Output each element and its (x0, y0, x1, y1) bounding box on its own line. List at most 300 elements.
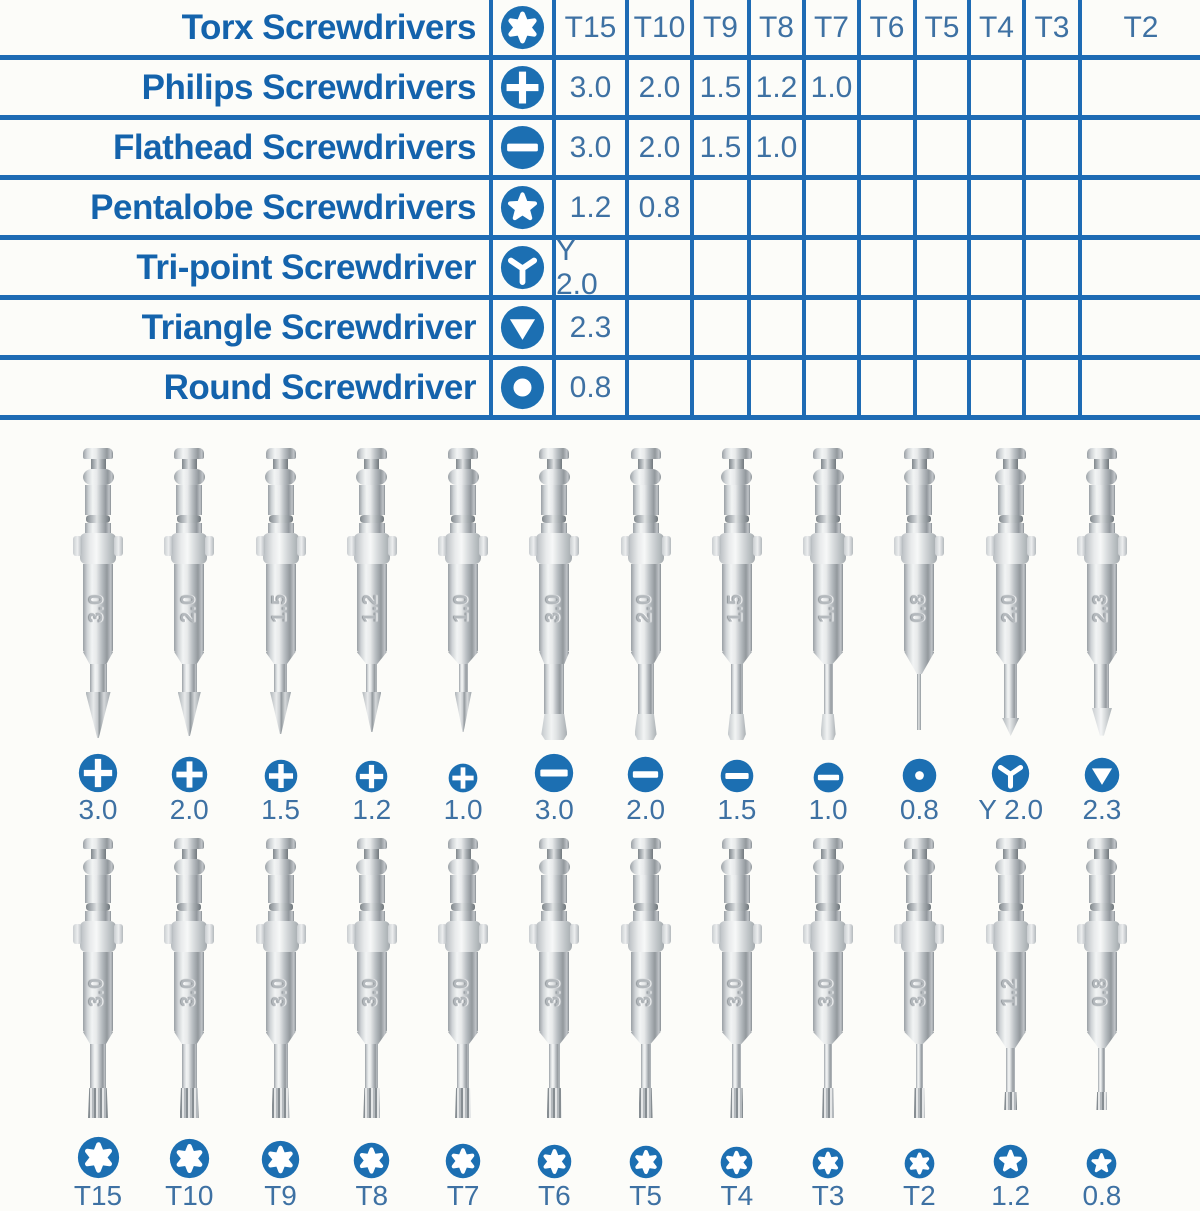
torx-icon (500, 5, 545, 50)
size-cell: T10 (625, 0, 690, 55)
bit-shaft (633, 523, 659, 533)
flathead-icon (813, 762, 844, 793)
bit-cap (1087, 448, 1117, 459)
table-row-triangle (0, 300, 1200, 360)
triangle-icon (1084, 757, 1120, 793)
bit-body (996, 564, 1026, 652)
bit-label (510, 746, 598, 824)
bit-neck (729, 459, 744, 469)
bit-shaft (998, 911, 1024, 921)
pentalobe-tip (1096, 1092, 1107, 1110)
phillips-tip (362, 692, 381, 732)
bit-groove (816, 515, 840, 523)
bit-shaft (541, 875, 567, 903)
bit-label (419, 746, 507, 824)
bit-shaft (541, 523, 567, 533)
flathead-tip (541, 714, 567, 740)
bit-cone (631, 1032, 661, 1044)
bit-cone (904, 652, 934, 674)
bit-label (602, 746, 690, 824)
bit-etch: 1.2 (999, 977, 1021, 1007)
size-cell: 1.5 (690, 120, 747, 175)
bit-shaft (541, 485, 567, 515)
bit-size-label: 3.0 (534, 794, 574, 825)
bit-label (54, 746, 142, 824)
torx-tip (639, 1088, 653, 1118)
bit-collar (80, 533, 116, 564)
bit-collar (901, 533, 937, 564)
bit-groove (451, 903, 475, 911)
torx-icon (629, 1145, 663, 1179)
size-cell: T5 (913, 0, 967, 55)
phillips-tip (86, 692, 111, 738)
size-cell: 1.2 (552, 180, 625, 235)
bit-column (510, 448, 598, 740)
bit-round-0-8 (901, 448, 937, 730)
phillips-icon (171, 756, 208, 793)
bit-cap (813, 448, 843, 459)
bit-column (328, 838, 416, 1118)
torx-tip (914, 1088, 925, 1118)
torx-tip (363, 1088, 380, 1118)
bit-flathead-3-0 (536, 448, 572, 740)
bit-collar (263, 533, 299, 564)
round-pin-tip (917, 674, 921, 730)
size-cell: T7 (802, 0, 857, 55)
bit-tip-shaft (90, 1044, 106, 1088)
torx-icon (261, 1140, 300, 1179)
torx-tip (272, 1088, 290, 1118)
bit-cap (266, 838, 296, 849)
bit-neck (821, 459, 836, 469)
bit-body (996, 952, 1026, 1032)
bit-cone (1087, 652, 1117, 664)
bit-etch: 1.0 (817, 593, 839, 623)
bit-cap (448, 448, 478, 459)
size-cell: T3 (1022, 0, 1078, 55)
bit-neck (364, 459, 379, 469)
size-cell (690, 180, 747, 235)
bit-cap (813, 838, 843, 849)
bit-tip-shaft (549, 1044, 560, 1088)
bit-flathead-1-0 (810, 448, 846, 740)
pentalobe-icon (993, 1144, 1028, 1179)
bit-shaft (815, 911, 841, 921)
phillips-icon (355, 760, 388, 793)
table-row-pentalobe (0, 180, 1200, 240)
bit-neck (1094, 849, 1109, 859)
bit-body (1087, 564, 1117, 652)
bit-collar (993, 921, 1029, 952)
bit-torx-t8 (354, 838, 390, 1118)
bit-cone (357, 1032, 387, 1044)
bit-cone (904, 1032, 934, 1044)
icon-cell (489, 60, 552, 115)
bit-shaft (450, 875, 476, 903)
bit-collar (263, 921, 299, 952)
bit-collar (810, 533, 846, 564)
size-cell (1022, 300, 1078, 355)
flathead-tip (728, 714, 746, 740)
size-cell: T15 (552, 0, 625, 55)
bit-shaft (724, 523, 750, 533)
bit-neck (364, 849, 379, 859)
bit-groove (269, 515, 293, 523)
bit-column (237, 838, 325, 1118)
bit-shaft (815, 523, 841, 533)
tripoint-tip (1002, 718, 1019, 736)
bit-neck (91, 849, 106, 859)
bit-column (693, 838, 781, 1118)
size-cell (802, 120, 857, 175)
bit-shaft (998, 485, 1024, 515)
bit-neck (638, 849, 653, 859)
bit-tip-shaft (1098, 1048, 1105, 1092)
size-cell (1078, 120, 1200, 175)
size-cell (802, 300, 857, 355)
bit-size-label: T6 (537, 1180, 571, 1211)
bit-body (631, 564, 661, 652)
bit-column (328, 448, 416, 740)
bit-groove (1090, 515, 1114, 523)
size-cell (967, 60, 1022, 115)
bit-size-label: T9 (264, 1180, 297, 1211)
bit-neck (547, 849, 562, 859)
bit-shaft (906, 523, 932, 533)
bit-shaft (450, 911, 476, 921)
bit-tip-shaft (274, 664, 287, 692)
bit-shaft (815, 875, 841, 903)
bits-row-1 (0, 448, 1200, 740)
bit-label (784, 746, 872, 824)
bit-etch: 3.0 (452, 977, 474, 1007)
bit-etch: 2.0 (178, 593, 200, 623)
round-icon (500, 365, 545, 410)
bit-etch: 3.0 (543, 593, 565, 623)
bit-label (419, 1132, 507, 1210)
bit-cap (631, 838, 661, 849)
bit-cap (1087, 838, 1117, 849)
bit-column (419, 448, 507, 740)
bit-bulge (995, 469, 1026, 485)
table-row-tripoint (0, 233, 1200, 301)
torx-tip (730, 1088, 743, 1118)
bit-column (875, 448, 963, 740)
size-cell (1022, 180, 1078, 235)
bit-etch: 0.8 (908, 593, 930, 623)
size-cell (1022, 60, 1078, 115)
bit-groove (360, 515, 384, 523)
bit-tripoint-y2-0 (993, 448, 1029, 736)
bit-pentalobe-0-8 (1084, 838, 1120, 1110)
icon-cell (489, 180, 552, 235)
bit-bulge (83, 469, 114, 485)
bit-bulge (174, 859, 205, 875)
tripoint-icon (500, 245, 545, 290)
bit-cap (996, 448, 1026, 459)
bit-body (83, 952, 113, 1032)
bit-body (1087, 952, 1117, 1032)
bit-neck (456, 849, 471, 859)
size-cell (1078, 180, 1200, 235)
bit-shaft (541, 911, 567, 921)
size-cell (967, 120, 1022, 175)
bit-neck (1094, 459, 1109, 469)
bit-shaft (633, 875, 659, 903)
bit-flathead-2-0 (628, 448, 664, 740)
bit-column (54, 448, 142, 740)
size-cell (857, 360, 913, 415)
bit-collar (171, 533, 207, 564)
size-cell (690, 300, 747, 355)
size-cell: 3.0 (552, 60, 625, 115)
bit-collar (354, 533, 390, 564)
bit-size-label: T4 (720, 1180, 754, 1211)
bit-body (448, 564, 478, 652)
bit-label (602, 1132, 690, 1210)
table-row-torx (0, 0, 1200, 60)
bit-label (693, 746, 781, 824)
bit-phillips-1-0 (445, 448, 481, 732)
size-cell (913, 60, 967, 115)
bit-shaft (268, 523, 294, 533)
table-row-flathead (0, 120, 1200, 180)
bit-shaft (998, 875, 1024, 903)
bit-cone (266, 652, 296, 664)
bit-groove (999, 515, 1023, 523)
bit-shaft (268, 875, 294, 903)
bit-groove (177, 903, 201, 911)
bit-column (602, 838, 690, 1118)
size-cell (1022, 120, 1078, 175)
bit-shaft (633, 485, 659, 515)
bit-neck (912, 459, 927, 469)
bit-size-label: 0.8 (1082, 1180, 1122, 1211)
size-cell (1022, 240, 1078, 295)
bit-groove (177, 515, 201, 523)
size-cell (913, 120, 967, 175)
bit-phillips-2-0 (171, 448, 207, 736)
bit-body (539, 564, 569, 652)
bit-size-label: T8 (355, 1180, 389, 1211)
row-label: Flathead Screwdrivers (113, 127, 476, 167)
bit-shaft (176, 523, 202, 533)
bit-collar (80, 921, 116, 952)
bit-shaft (176, 875, 202, 903)
bit-collar (719, 921, 755, 952)
bit-neck (273, 459, 288, 469)
bit-cap (996, 838, 1026, 849)
bit-groove (999, 903, 1023, 911)
bit-bulge (174, 469, 205, 485)
bit-shaft (268, 911, 294, 921)
icon-cell (489, 300, 552, 355)
bit-cone (448, 652, 478, 664)
bit-shaft (85, 485, 111, 515)
bit-tip-shaft (90, 664, 107, 692)
bit-etch: 3.0 (86, 593, 108, 623)
bit-tip-shaft (457, 1044, 469, 1088)
bit-bulge (1086, 859, 1117, 875)
flathead-icon (627, 756, 664, 793)
size-cell (967, 240, 1022, 295)
bit-size-label: 1.5 (261, 794, 300, 825)
bit-body (357, 564, 387, 652)
bit-etch: 3.0 (908, 977, 930, 1007)
bit-body (83, 564, 113, 652)
bit-shaft (815, 485, 841, 515)
bit-tip-shaft (366, 664, 377, 692)
size-cell: T2 (1078, 0, 1200, 55)
bit-torx-t6 (536, 838, 572, 1118)
bit-cap (174, 448, 204, 459)
bit-cone (722, 1032, 752, 1044)
bit-neck (273, 849, 288, 859)
bit-shaft (1089, 875, 1115, 903)
bit-column (967, 448, 1055, 740)
bit-collar (993, 533, 1029, 564)
bit-shaft (450, 485, 476, 515)
bit-label (328, 1132, 416, 1210)
bit-shaft (176, 485, 202, 515)
torx-icon (904, 1148, 935, 1179)
bit-cone (83, 652, 113, 664)
bit-body (722, 564, 752, 652)
size-cell (913, 240, 967, 295)
size-cell (913, 300, 967, 355)
bit-tip-shaft (1006, 1048, 1015, 1092)
pentalobe-tip (1004, 1092, 1017, 1110)
bit-etch: 3.0 (817, 977, 839, 1007)
icon-cell (489, 120, 552, 175)
round-icon (902, 758, 937, 793)
bit-cone (357, 652, 387, 664)
bit-etch: 2.3 (1090, 593, 1112, 623)
bit-body (448, 952, 478, 1032)
phillips-icon (448, 763, 478, 793)
bit-collar (628, 533, 664, 564)
torx-icon (812, 1147, 844, 1179)
bit-neck (912, 849, 927, 859)
flathead-icon (720, 759, 754, 793)
bit-tip-shaft (641, 1044, 651, 1088)
size-cell (625, 300, 690, 355)
size-cell: T6 (857, 0, 913, 55)
bit-collar (171, 921, 207, 952)
bit-shaft (724, 485, 750, 515)
bit-column (54, 838, 142, 1118)
triangle-tip (1092, 708, 1112, 738)
bit-cap (357, 838, 387, 849)
bit-shaft (359, 523, 385, 533)
bit-body (266, 564, 296, 652)
bit-bulge (265, 859, 296, 875)
bit-bulge (356, 469, 387, 485)
bit-phillips-1-5 (263, 448, 299, 734)
bit-groove (542, 903, 566, 911)
bit-tip-shaft (182, 664, 197, 692)
row-label: Round Screwdriver (163, 367, 476, 407)
bit-body (813, 952, 843, 1032)
torx-icon (169, 1138, 210, 1179)
bit-bulge (721, 859, 752, 875)
bit-tip-shaft (824, 664, 833, 714)
phillips-tip (270, 692, 291, 734)
bit-neck (821, 849, 836, 859)
bit-shaft (85, 911, 111, 921)
bit-neck (547, 459, 562, 469)
bit-collar (719, 533, 755, 564)
bit-cone (539, 1032, 569, 1044)
bit-cone (722, 652, 752, 664)
bit-torx-t10 (171, 838, 207, 1118)
size-cell: 2.3 (552, 300, 625, 355)
size-cell (802, 240, 857, 295)
bit-etch: 1.0 (452, 593, 474, 623)
bit-cap (266, 448, 296, 459)
size-cell (747, 300, 802, 355)
bit-cap (722, 838, 752, 849)
bit-neck (1003, 459, 1018, 469)
bit-etch: 0.8 (1090, 977, 1112, 1007)
size-cell (857, 60, 913, 115)
bit-bulge (539, 859, 570, 875)
flathead-tip (635, 714, 657, 740)
bit-label (1058, 1132, 1146, 1210)
bit-groove (269, 903, 293, 911)
bit-body (813, 564, 843, 652)
phillips-tip (455, 692, 472, 732)
bit-etch: 3.0 (269, 977, 291, 1007)
bit-shaft (359, 911, 385, 921)
bit-collar (628, 921, 664, 952)
bit-size-label: T7 (446, 1180, 480, 1211)
bit-bulge (539, 469, 570, 485)
size-cell (802, 360, 857, 415)
bit-size-label: 1.5 (717, 794, 757, 825)
bit-tip-shaft (824, 1044, 832, 1088)
bit-bulge (630, 859, 661, 875)
bit-column (1058, 448, 1146, 740)
bit-column (145, 838, 233, 1118)
torx-tip (547, 1088, 562, 1118)
bit-shaft (1089, 485, 1115, 515)
bit-torx-t5 (628, 838, 664, 1118)
bit-torx-t2 (901, 838, 937, 1118)
table-row-philips (0, 60, 1200, 120)
bit-column (237, 448, 325, 740)
icon-cell (489, 240, 552, 295)
bit-label (145, 746, 233, 824)
bit-size-label: 2.0 (169, 794, 209, 825)
size-cell (967, 360, 1022, 415)
bit-collar (354, 921, 390, 952)
bit-cap (631, 448, 661, 459)
size-cell: T4 (967, 0, 1022, 55)
size-cell: 2.0 (625, 60, 690, 115)
bit-bulge (265, 469, 296, 485)
bit-cone (539, 652, 569, 664)
bit-column (510, 838, 598, 1118)
bit-shaft (724, 911, 750, 921)
bit-collar (445, 533, 481, 564)
size-cell (802, 180, 857, 235)
bit-tip-shaft (1094, 664, 1109, 708)
bit-cone (1087, 1032, 1117, 1048)
bit-bulge (448, 469, 479, 485)
bit-size-label: T5 (629, 1180, 662, 1211)
size-cell (1078, 360, 1200, 415)
